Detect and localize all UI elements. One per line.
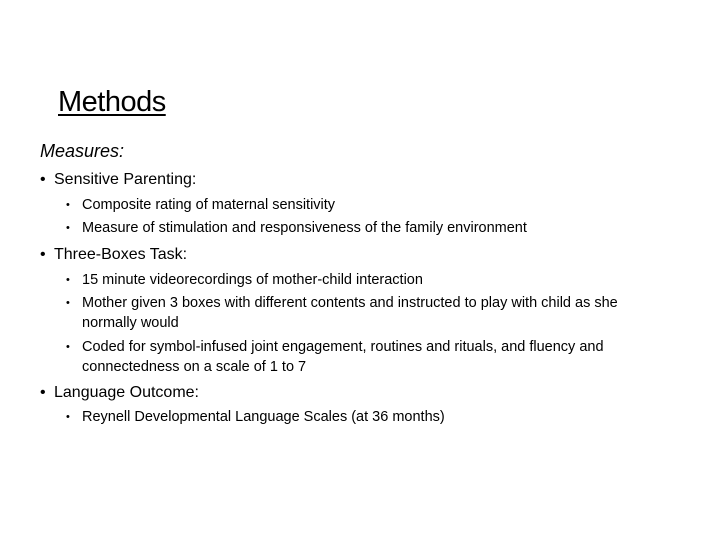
subbullet-item xyxy=(66,407,666,427)
subbullet-text: Reynell Developmental Language Scales (at 36 months) xyxy=(82,409,445,425)
subbullet-marker: • xyxy=(66,274,70,286)
bullet-sensitive-parenting xyxy=(40,171,196,189)
section-heading: Measures: xyxy=(40,141,125,161)
subbullet-text: Measure of stimulation and responsiveness of the family environment xyxy=(82,220,527,236)
subbullet-text: Coded for symbol-infused joint engagement, routines and rituals, and fluency and connectedness on a scale of 1 to 7 xyxy=(82,339,604,375)
bullet-three-boxes-task xyxy=(40,246,187,264)
subbullet-marker: • xyxy=(66,199,70,211)
subbullet-marker: • xyxy=(66,222,70,234)
bullet-label: Sensitive Parenting: xyxy=(54,171,197,188)
subbullet-item xyxy=(66,270,666,290)
bullet-marker: • xyxy=(40,246,46,263)
subbullet-marker: • xyxy=(66,297,70,309)
subbullet-item xyxy=(66,293,666,333)
subbullet-item xyxy=(66,218,666,238)
subbullet-text: Composite rating of maternal sensitivity xyxy=(82,197,336,213)
subbullet-item xyxy=(66,337,666,377)
bullet-marker: • xyxy=(40,384,46,401)
bullet-label: Language Outcome: xyxy=(54,384,199,401)
bullet-marker: • xyxy=(40,171,46,188)
slide-title: Methods xyxy=(58,86,166,118)
subbullet-text: 15 minute videorecordings of mother-child interaction xyxy=(82,272,423,288)
bullet-label: Three-Boxes Task: xyxy=(54,246,188,263)
bullet-language-outcome xyxy=(40,384,199,402)
subbullet-text: Mother given 3 boxes with different contents and instructed to play with child as she normally would xyxy=(82,295,618,331)
subbullet-marker: • xyxy=(66,341,70,353)
subbullet-item xyxy=(66,195,666,215)
subbullet-marker: • xyxy=(66,411,70,423)
